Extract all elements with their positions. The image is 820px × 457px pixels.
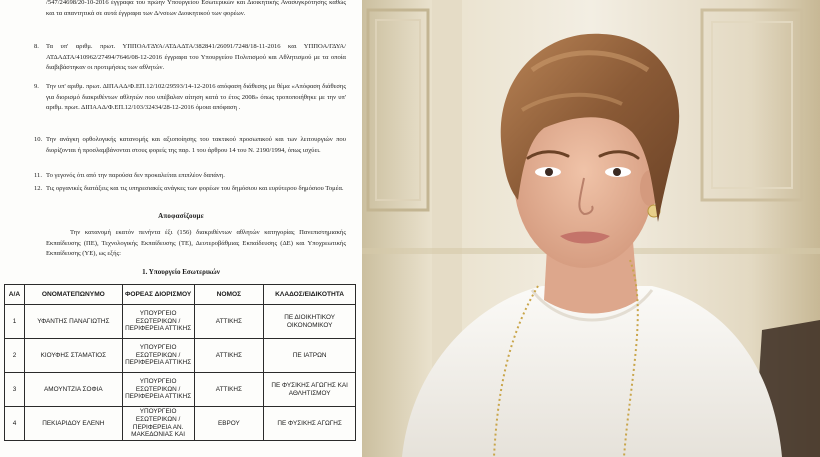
cell-agency	[122, 407, 194, 441]
paragraph-11	[34, 171, 346, 182]
portrait-illustration	[362, 0, 820, 457]
cell-aa: 4	[5, 407, 25, 441]
paragraph-text: Τις οργανικές διατάξεις και τις υπηρεσιακές ανάγκες των φορέων του δημόσιου και ευρύτερου δημόσιου Τομέα.	[46, 185, 344, 192]
cell-specialty: ΠΕ ΙΑΤΡΩΝ	[264, 339, 356, 373]
paragraph-12	[34, 184, 346, 195]
header-agency: ΦΟΡΕΑΣ ΔΙΟΡΙΣΜΟΥ	[122, 285, 194, 305]
cell-aa: 3	[5, 373, 25, 407]
agency-text: ΥΠΟΥΡΓΕΙΟ ΕΣΩΤΕΡΙΚΩΝ / ΠΕΡΙΦΕΡΕΙΑ ΑΤΤΙΚΗΣ	[125, 310, 192, 333]
header-name: ΟΝΟΜΑΤΕΠΩΝΥΜΟ	[24, 285, 122, 305]
cell-prefecture: ΑΤΤΙΚΗΣ	[194, 305, 264, 339]
cell-aa: 1	[5, 305, 25, 339]
paragraph-number: 9.	[34, 83, 39, 90]
cell-prefecture: ΕΒΡΟΥ	[194, 407, 264, 441]
cell-name: ΥΦΑΝΤΗΣ ΠΑΝΑΓΙΩΤΗΣ	[24, 305, 122, 339]
appointees-table	[4, 284, 356, 441]
table-row	[5, 339, 356, 373]
pupil-left	[545, 168, 553, 176]
table-header-row	[5, 285, 356, 305]
agency-text: ΥΠΟΥΡΓΕΙΟ ΕΣΩΤΕΡΙΚΩΝ / ΠΕΡΙΦΕΡΕΙΑ ΑΤΤΙΚΗΣ	[125, 378, 192, 401]
ministry-heading: 1. Υπουργείο Εσωτερικών	[142, 268, 220, 276]
cell-name: ΠΕΚΙΑΡΙΔΟΥ ΕΛΕΝΗ	[24, 407, 122, 441]
decision-body: Την κατανομή εκατόν πενήντα έξι (156) διακριθέντων αθλητών κατηγορίας Πανεπιστημιακής Εκπαίδευσης (ΠΕ), Τεχνολογικής Εκπαίδευσης (ΤΕ), Δευτεροβάθμιας Εκπαίδευσης (ΔΕ) και Υποχρεωτικής Εκπαίδευσης (ΥΕ), ως εξής:	[46, 229, 346, 258]
portrait-photo	[362, 0, 820, 457]
cell-specialty: ΠΕ ΦΥΣΙΚΗΣ ΑΓΩΓΗΣ ΚΑΙ ΑΘΛΗΤΙΣΜΟΥ	[264, 373, 356, 407]
cell-prefecture: ΑΤΤΙΚΗΣ	[194, 373, 264, 407]
paragraph-text: Την ανάγκη ορθολογικής κατανομής και αξιοποίησης του τακτικού προσωπικού και των λειτουργιών που διορίζονται ή προσλαμβάνονται στους φορείς της παρ. 1 του άρθρου 14 του Ν. 2190/1994, όπως ισχύει.	[46, 136, 346, 154]
paragraph-10	[34, 135, 346, 156]
cell-name: ΑΜΟΥΝΤΖΙΑ ΣΟΦΙΑ	[24, 373, 122, 407]
cell-aa: 2	[5, 339, 25, 373]
pupil-right	[613, 168, 621, 176]
paragraph-text: /547/24698/20-10-2016 έγγραφα του πρώην Υπουργείου Εσωτερικών και Διοικητικής Ανασυγκρότησης καθώς και τα απαντητικά σε αυτά έγγραφα των Δ/νσεων Διοικητικού των φορέων.	[46, 0, 346, 17]
decision-heading: Αποφασίζουμε	[158, 212, 204, 220]
table-row	[5, 407, 356, 441]
table-row	[5, 305, 356, 339]
header-prefecture: ΝΟΜΟΣ	[194, 285, 264, 305]
paragraph-number: 12.	[34, 185, 43, 192]
cell-name: ΚΙΟΥΦΗΣ ΣΤΑΜΑΤΙΟΣ	[24, 339, 122, 373]
header-specialty: ΚΛΑΔΟΣ/ΕΙΔΙΚΟΤΗΤΑ	[264, 285, 356, 305]
paragraph-text: Το γεγονός ότι από την παρούσα δεν προκαλείται επιπλέον δαπάνη.	[46, 172, 225, 179]
paragraph-9	[34, 82, 346, 114]
paragraph-number: 11.	[34, 172, 42, 179]
cell-agency	[122, 339, 194, 373]
paragraph-number: 8.	[34, 43, 39, 50]
table-row	[5, 373, 356, 407]
cell-specialty: ΠΕ ΦΥΣΙΚΗΣ ΑΓΩΓΗΣ	[264, 407, 356, 441]
header-aa: Α/Α	[5, 285, 25, 305]
paragraph-8	[34, 42, 346, 74]
document-scan	[0, 0, 362, 457]
paragraph-text: Την υπ' αριθμ. πρωτ. ΔΙΠΑΑΔ/Φ.ΕΠ.12/102/29593/14-12-2016 απόφαση διάθεσης με θέμα «Απόφαση διάθεσης για διορισμό διακριθέντων αθλητών που υπέβαλαν αίτηση κατά το έτος 2008» όπως τροποποιήθηκε με την υπ' αριθμ. πρωτ. ΔΙΠΑΑΔ/Φ.ΕΠ.12/103/32434/28-12-2016 όμοια απόφαση .	[46, 83, 346, 112]
cell-agency	[122, 373, 194, 407]
cell-agency	[122, 305, 194, 339]
paragraph-number: 10.	[34, 136, 43, 143]
agency-text: ΥΠΟΥΡΓΕΙΟ ΕΣΩΤΕΡΙΚΩΝ / ΠΕΡΙΦΕΡΕΙΑ ΑΤΤΙΚΗΣ	[125, 344, 192, 367]
cell-prefecture: ΑΤΤΙΚΗΣ	[194, 339, 264, 373]
paragraph-continued	[46, 0, 346, 19]
paragraph-text: Τα υπ' αριθμ. πρωτ. ΥΠΠΟΑ/ΓΔΥΑ/ΑΤΔΑΔΤΑ/382841/26091/7248/18-11-2016 και ΥΠΠΟΑ/ΓΔΥΑ/ΑΤΔΑΔΤΑ/410962/27494/7646/08-12-2016 έγγραφα του Υπουργείου Πολιτισμού και Αθλητισμού με τα οποία διαβιβάστηκαν οι προτιμήσεις των αθλητών.	[46, 43, 346, 72]
cell-specialty: ΠΕ ΔΙΟΙΚΗΤΙΚΟΥ ΟΙΚΟΝΟΜΙΚΟΥ	[264, 305, 356, 339]
agency-text: ΥΠΟΥΡΓΕΙΟ ΕΣΩΤΕΡΙΚΩΝ / ΠΕΡΙΦΕΡΕΙΑ ΑΝ. ΜΑΚΕΔΟΝΙΑΣ ΚΑΙ	[131, 408, 186, 439]
